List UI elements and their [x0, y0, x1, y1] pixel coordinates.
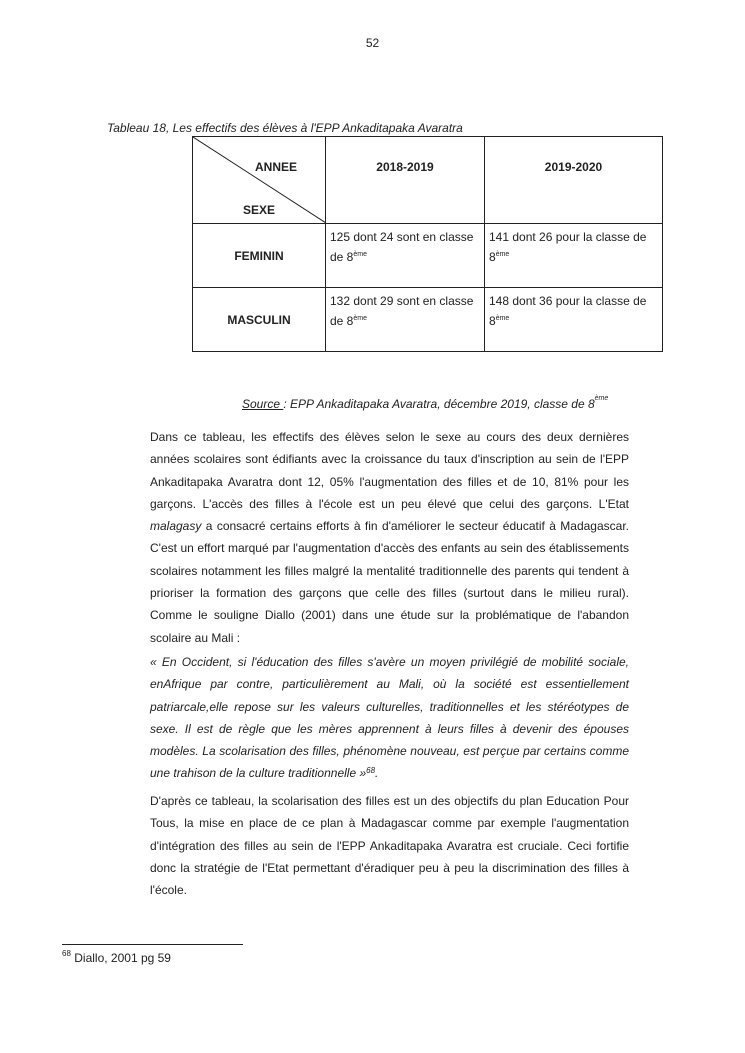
enrollment-table	[192, 136, 663, 352]
table-cell	[326, 224, 485, 288]
footnote	[62, 951, 171, 965]
cell-text: 141 dont 26 pour la classe de 8	[489, 230, 647, 264]
cell-superscript: ème	[353, 251, 367, 258]
footnote-reference: 68	[366, 766, 376, 776]
corner-label-annee: ANNEE	[254, 160, 297, 174]
corner-label-sexe: SEXE	[243, 203, 276, 217]
paragraph-italic-word: malagasy	[150, 519, 202, 534]
column-header-2019-2020: 2019-2020	[485, 137, 663, 224]
table-cell	[326, 288, 485, 352]
table-row-feminin	[193, 224, 663, 288]
cell-text: 132 dont 29 sont en classe de 8	[330, 294, 474, 328]
table-cell	[485, 224, 663, 288]
table-caption: Tableau 18, Les effectifs des élèves à l'EPP Ankaditapaka Avaratra	[107, 121, 463, 135]
source-superscript: ème	[594, 395, 609, 402]
table-corner-cell	[193, 137, 326, 224]
footnote-number: 68	[62, 949, 71, 958]
cell-text: 125 dont 24 sont en classe de 8	[330, 230, 474, 264]
row-header-feminin: FEMININ	[193, 224, 326, 288]
paragraph-conclusion: D'après ce tableau, la scolarisation des filles est un des objectifs du plan Education Pour Tous, la mise en place de ce plan à Madagascar comme par exemple l'augmentation d'intégration des filles au sein de l'EPP Ankaditapaka Avaratra est cruciale. Ceci fortifie donc la stratégie de l'Etat permettant d'éradiquer peu à peu la discrimination des filles à l'école.	[150, 794, 629, 898]
source-label: Source	[242, 397, 284, 411]
footnote-divider	[62, 944, 243, 945]
paragraph-text: a consacré certains efforts à fin d'améliorer le secteur éducatif à Madagascar. C'est un effort marqué par l'augmentation d'accès des enfants au sein des établissements scolaires notamment les filles malgré la mentalité traditionnelle des parents qui tendent à prioriser la formation des garçons que celle des filles (surtout dans le milieu rural). Comme le souligne Diallo (2001) dans une étude sur la problématique de l'abandon scolaire au Mali :	[150, 519, 629, 645]
table-cell	[485, 288, 663, 352]
row-header-masculin: MASCULIN	[193, 288, 326, 352]
column-header-2018-2019: 2018-2019	[326, 137, 485, 224]
quote-end: .	[375, 766, 379, 781]
table-row-masculin	[193, 288, 663, 352]
table-header-row	[193, 137, 663, 224]
cell-superscript: ème	[495, 251, 510, 258]
cell-text: 148 dont 36 pour la classe de 8	[489, 294, 647, 328]
quote-text: « En Occident, si l'éducation des filles s'avère un moyen privilégié de mobilité sociale, enAfrique par contre, particulièrement au Mali, où la société est essentiellement patriarcale,elle repose sur les valeurs culturelles, traditionnelles et les stéréotypes de sexe. Il est de règle que les mères apprennent à leurs filles à devenir des épouses modèles. La scolarisation des filles, phénomène nouveau, est perçue par certains comme une trahison de la culture traditionnelle »	[150, 655, 629, 781]
page-number: 52	[365, 36, 380, 50]
paragraph-text: Dans ce tableau, les effectifs des élèves selon le sexe au cours des deux dernières années scolaires sont édifiants avec la croissance du taux d'inscription au sein de l'EPP Ankaditapaka Avaratra dont 12, 05% l'augmentation des filles et de 10, 81% pour les garçons. L'accès des filles à l'école est un peu élevé que celui des garçons. L'Etat	[150, 430, 629, 511]
quote-block	[150, 651, 629, 785]
cell-superscript: ème	[495, 315, 510, 322]
paragraph-analysis	[150, 426, 629, 649]
cell-superscript: ème	[353, 315, 367, 322]
source-text: : EPP Ankaditapaka Avaratra, décembre 2019, classe de 8	[283, 397, 595, 411]
table-source	[242, 397, 608, 411]
footnote-text: Diallo, 2001 pg 59	[70, 951, 171, 965]
